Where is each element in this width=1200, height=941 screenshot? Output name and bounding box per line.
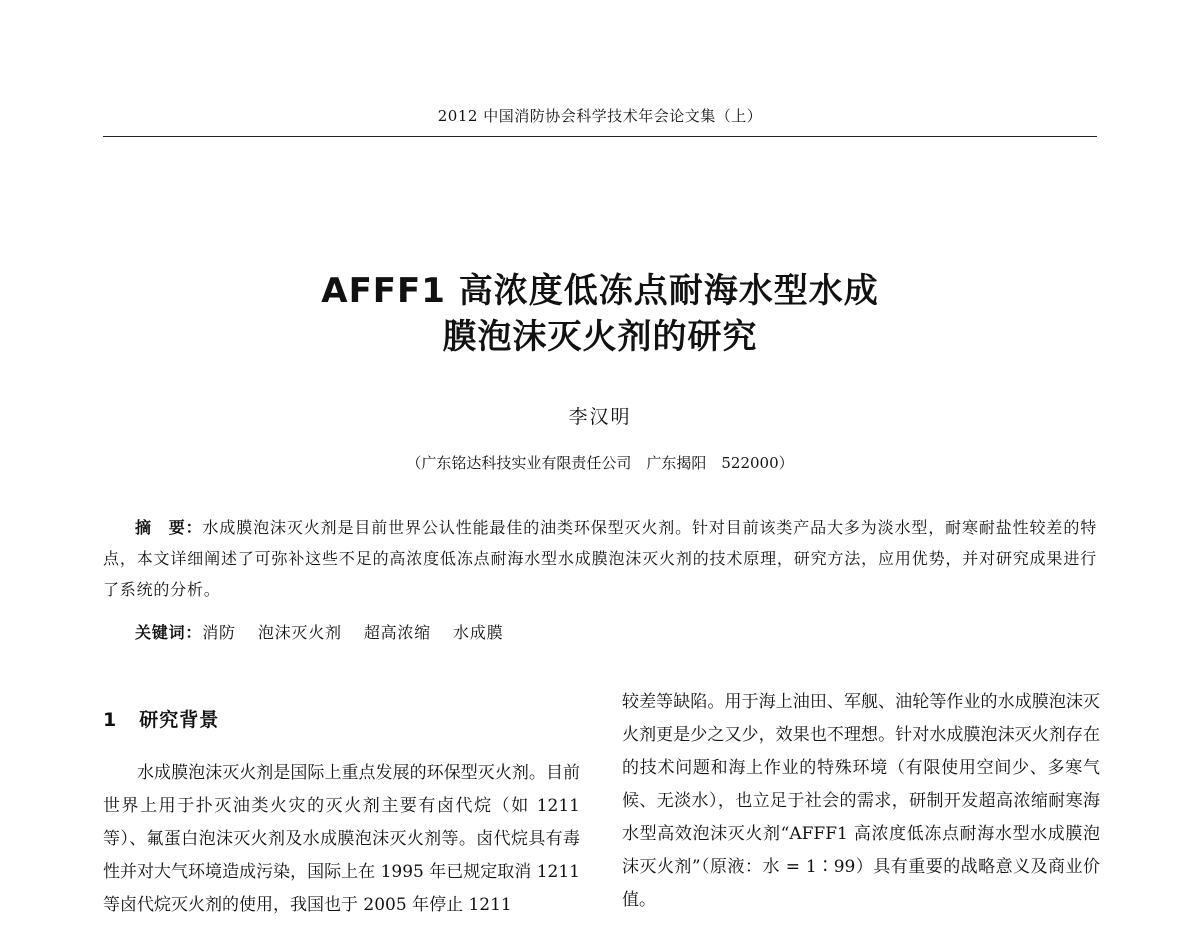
section-title: 研究背景 [139,709,220,731]
left-column [103,686,580,922]
author-affiliation: （广东铭达科技实业有限责任公司 广东揭阳 522000） [406,454,794,472]
keyword: 消防 [202,623,236,642]
section-number: 1 [103,709,118,731]
keywords [103,620,1097,643]
abstract [103,512,1097,605]
keywords-label: 关键词： [135,623,203,642]
running-header: 2012 中国消防协会科学技术年会论文集（上） [437,107,763,125]
body-paragraph: 水成膜泡沫灭火剂是国际上重点发展的环保型灭火剂。目前世界上用于扑灭油类火灾的灭火剂主要有卤代烷（如 1211 等）、氟蛋白泡沫灭火剂及水成膜泡沫灭火剂等。卤代烷具有毒性并对大气环境造成污染，国际上在 1995 年已规定取消 1211 等卤代烷灭火剂的使用，我国也于 2005 年停止 1211 [103,763,580,915]
body-paragraph-continued: 较差等缺陷。用于海上油田、军舰、油轮等作业的水成膜泡沫灭火剂更是少之又少，效果也不理想。针对水成膜泡沫灭火剂存在的技术问题和海上作业的特殊环境（有限使用空间少、多寒气候、无淡水），也立足于社会的需求，研制开发超高浓缩耐寒海水型高效泡沫灭火剂“AFFF1 高浓度低冻点耐海水型水成膜泡沫灭火剂”（原液：水 = 1∶99）具有重要的战略意义及商业价值。 [622,692,1100,910]
abstract-text: 水成膜泡沫灭火剂是目前世界公认性能最佳的油类环保型灭火剂。针对目前该类产品大多为淡水型，耐寒耐盐性较差的特点，本文详细阐述了可弥补这些不足的高浓度低冻点耐海水型水成膜泡沫灭火剂的技术原理，研究方法，应用优势，并对研究成果进行了系统的分析。 [103,518,1097,599]
title-line-2: 膜泡沫灭火剂的研究 [442,317,758,357]
keyword: 泡沫灭火剂 [257,623,342,642]
article-title [103,268,1097,360]
header-rule [103,136,1097,137]
right-column [622,686,1100,917]
section-heading [103,704,580,737]
title-line-1: AFFF1 高浓度低冻点耐海水型水成 [321,271,879,311]
keyword: 超高浓缩 [363,623,432,642]
keyword: 水成膜 [453,623,504,642]
author-name: 李汉明 [568,406,632,428]
abstract-label: 摘 要： [135,518,203,537]
